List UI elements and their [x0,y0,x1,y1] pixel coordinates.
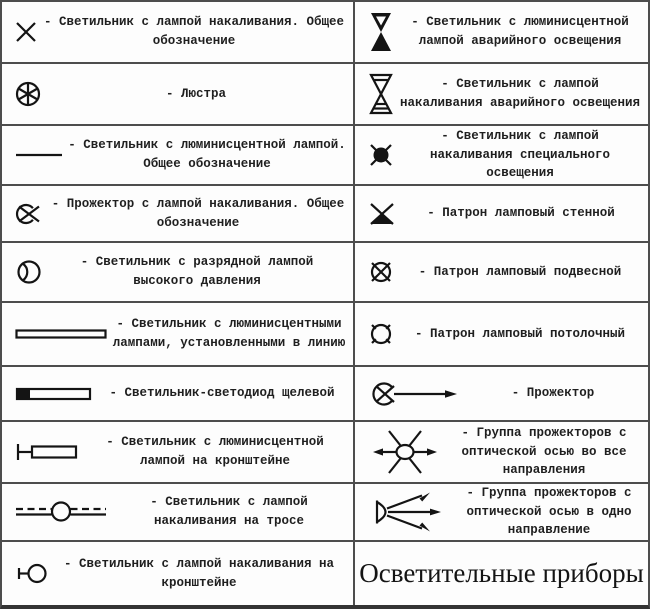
cell-incandescent-emergency-lamp [355,64,648,126]
cell-incandescent-lamp-on-bracket [2,542,355,605]
symbol-label: - Группа прожекторов с оптической осью в одно направление [466,485,632,538]
chandelier-icon [15,81,41,107]
symbol-label: - Светильник с люминисцентной лампой. Общее обозначение [68,138,346,171]
fluorescent-lamps-in-line-icon [15,329,107,339]
symbol-label: - Люстра [165,86,226,101]
cell-searchlight [355,367,648,422]
incandescent-special-lamp-icon [368,142,394,168]
fluorescent-lamp-general-icon [15,150,63,160]
wall-lamp-socket-icon [368,202,396,226]
incandescent-lamp-on-cable-icon [15,499,107,525]
cell-fluorescent-emergency-lamp [355,2,648,64]
floodlight-group-all-directions-icon [368,422,442,484]
cell-incandescent-lamp-on-cable [2,484,355,542]
cell-chandelier [2,64,355,126]
fluorescent-emergency-lamp-icon [368,11,394,53]
pendant-lamp-socket-icon [368,259,394,285]
symbol-label: - Светильник с люминисцентными лампами, установленными в линию [112,317,346,350]
cell-incandescent-lamp-general [2,2,355,64]
symbol-label: - Патрон ламповый стенной [427,206,615,221]
symbol-label: - Светильник с лампой накаливания. Общее обозначение [43,15,345,48]
cell-fluorescent-lamp-on-bracket [2,422,355,484]
led-slit-luminaire-icon [15,386,93,402]
cell-high-pressure-discharge-lamp [2,243,355,303]
incandescent-lamp-on-bracket-icon [15,560,47,587]
searchlight-icon [368,378,460,410]
cell-section-title [355,542,648,605]
symbol-label: - Светильник с люминисцентной лампой аварийного освещения [411,15,629,48]
incandescent-lamp-general-icon [15,21,37,43]
ceiling-lamp-socket-icon [368,321,394,347]
cell-led-slit-luminaire [2,367,355,422]
symbol-label: - Светильник с лампой накаливания на кронштейне [63,556,335,590]
symbol-label: - Светильник с люминисцентной лампой на кронштейне [106,435,324,468]
floodlight-group-one-direction-icon [368,486,452,538]
section-title: Осветительные приборы [359,558,644,588]
symbol-label: - Патрон ламповый потолочный [414,326,626,341]
cell-fluorescent-lamps-in-line [2,303,355,367]
cell-incandescent-special-lamp [355,126,648,186]
cell-floodlight-incandescent [2,186,355,243]
symbol-label: - Прожектор с лампой накаливания. Общее обозначение [51,196,345,230]
cell-floodlight-group-all-directions [355,422,648,484]
symbol-label: - Светильник с лампой накаливания специального освещения [429,128,611,181]
symbol-label: - Группа прожекторов с оптической осью во все направления [461,425,627,478]
cell-floodlight-group-one-direction [355,484,648,542]
incandescent-emergency-lamp-icon [368,73,394,115]
symbol-label: - Светильник с разрядной лампой высокого давления [80,255,314,288]
symbol-label: - Патрон ламповый подвесной [418,264,622,279]
floodlight-incandescent-icon [15,202,45,226]
cell-wall-lamp-socket [355,186,648,243]
cell-ceiling-lamp-socket [355,303,648,367]
cell-fluorescent-lamp-general [2,126,355,186]
high-pressure-discharge-lamp-icon [15,259,43,285]
symbol-label: - Светильник-светодиод щелевой [109,386,335,401]
cell-pendant-lamp-socket [355,243,648,303]
fluorescent-lamp-on-bracket-icon [15,440,79,464]
symbol-label: - Светильник с лампой накаливания на тросе [150,495,308,528]
symbol-label: - Светильник с лампой накаливания аварийного освещения [399,77,641,110]
symbol-label: - Прожектор [511,386,595,401]
